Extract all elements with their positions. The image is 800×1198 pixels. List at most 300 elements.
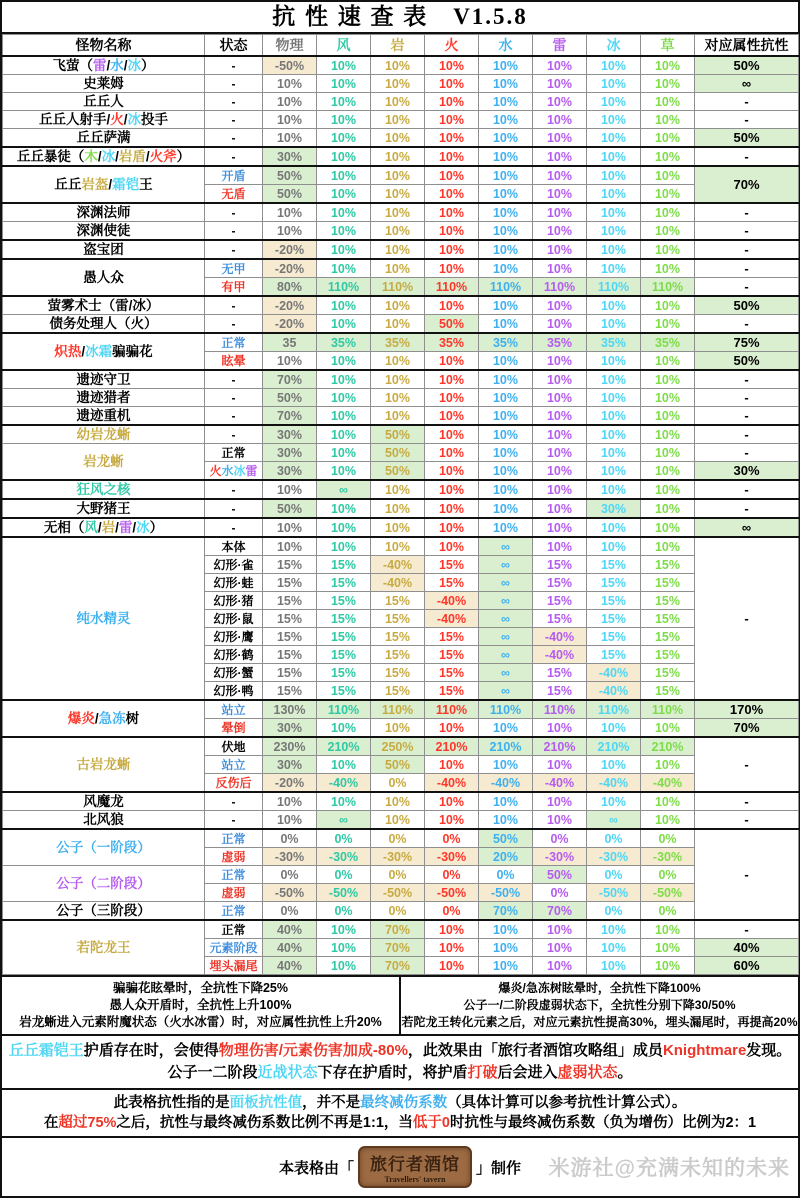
value-cell: 50% bbox=[371, 425, 425, 444]
monster-name bbox=[3, 902, 205, 921]
resist-cell: - bbox=[695, 93, 799, 111]
value-cell: 10% bbox=[533, 518, 587, 537]
value-cell: 10% bbox=[587, 957, 641, 975]
value-cell: 15% bbox=[425, 682, 479, 701]
status-cell bbox=[205, 574, 263, 592]
resist-cell: - bbox=[695, 920, 799, 939]
value-cell: 10% bbox=[425, 222, 479, 241]
text-segment: - bbox=[231, 501, 236, 516]
value-cell: 50% bbox=[263, 499, 317, 518]
value-cell: 15% bbox=[371, 628, 425, 646]
value-cell: -20% bbox=[263, 240, 317, 259]
text-segment: 若陀龙王 bbox=[76, 939, 131, 955]
value-cell: -30% bbox=[317, 848, 371, 866]
monster-name bbox=[3, 259, 205, 296]
value-cell: 10% bbox=[371, 222, 425, 241]
text-segment: 发现。 bbox=[746, 1042, 792, 1059]
value-cell: 10% bbox=[479, 240, 533, 259]
text-segment: 护盾存在时，会使得 bbox=[83, 1042, 219, 1059]
value-cell: -40% bbox=[533, 774, 587, 793]
text-segment: 风魔龙 bbox=[83, 793, 124, 809]
value-cell: 10% bbox=[587, 166, 641, 185]
text-segment: 岩龙蜥 bbox=[83, 453, 124, 469]
value-cell: 70% bbox=[371, 957, 425, 975]
value-cell: -50% bbox=[263, 884, 317, 902]
value-cell: 15% bbox=[317, 610, 371, 628]
value-cell: 35% bbox=[317, 333, 371, 352]
text-segment: 霜铠 bbox=[112, 176, 140, 192]
value-cell: 10% bbox=[587, 147, 641, 166]
value-cell: 110% bbox=[533, 278, 587, 297]
value-cell: 10% bbox=[641, 480, 695, 499]
text-segment: 冰 bbox=[233, 463, 246, 478]
value-cell: 30% bbox=[263, 756, 317, 774]
text-segment: 无相（ bbox=[43, 519, 85, 535]
monster-name bbox=[3, 56, 205, 75]
value-cell: 10% bbox=[425, 444, 479, 462]
value-cell: 50% bbox=[263, 185, 317, 204]
resist-cell: - bbox=[695, 203, 799, 222]
value-cell: 10% bbox=[533, 111, 587, 129]
value-cell: 10% bbox=[425, 756, 479, 774]
table-row bbox=[3, 259, 799, 278]
status-cell bbox=[205, 259, 263, 278]
status-cell bbox=[205, 592, 263, 610]
text-segment: 公子（一阶段） bbox=[56, 839, 151, 855]
text-segment: ） bbox=[176, 148, 191, 164]
value-cell: 50% bbox=[263, 389, 317, 407]
status-cell bbox=[205, 370, 263, 389]
value-cell: 10% bbox=[317, 93, 371, 111]
text-segment: 虚弱 bbox=[221, 885, 246, 900]
value-cell: 10% bbox=[371, 203, 425, 222]
status-cell bbox=[205, 756, 263, 774]
value-cell: 10% bbox=[533, 480, 587, 499]
value-cell: 10% bbox=[479, 93, 533, 111]
text-segment: 正常 bbox=[221, 831, 246, 846]
value-cell: 10% bbox=[641, 56, 695, 75]
value-cell: 30% bbox=[263, 425, 317, 444]
text-segment: 晕倒 bbox=[221, 720, 246, 735]
monster-name bbox=[3, 147, 205, 166]
value-cell: 10% bbox=[371, 147, 425, 166]
value-cell: 0% bbox=[425, 902, 479, 921]
value-cell: 10% bbox=[533, 222, 587, 241]
value-cell: 10% bbox=[587, 370, 641, 389]
text-segment: 虚弱 bbox=[221, 849, 246, 864]
value-cell: 10% bbox=[479, 129, 533, 148]
value-cell: 10% bbox=[641, 407, 695, 426]
value-cell: 10% bbox=[371, 129, 425, 148]
value-cell: 250% bbox=[371, 737, 425, 756]
text-segment: 盗宝团 bbox=[83, 241, 124, 257]
value-cell: 10% bbox=[533, 352, 587, 371]
text-segment: / bbox=[108, 176, 113, 192]
text-segment: 水 bbox=[110, 57, 124, 73]
text-segment: - bbox=[231, 482, 236, 497]
value-cell: 110% bbox=[317, 278, 371, 297]
value-cell: 10% bbox=[641, 296, 695, 315]
status-cell bbox=[205, 315, 263, 334]
table-row bbox=[3, 480, 799, 499]
value-cell: 10% bbox=[425, 462, 479, 481]
text-segment: - bbox=[231, 316, 236, 331]
resist-cell: - bbox=[695, 444, 799, 462]
column-header: 雷 bbox=[533, 35, 587, 57]
value-cell: 40% bbox=[263, 939, 317, 957]
value-cell: -20% bbox=[263, 315, 317, 334]
value-cell: 10% bbox=[479, 75, 533, 93]
resist-cell: - bbox=[695, 499, 799, 518]
status-cell bbox=[205, 111, 263, 129]
value-cell: 0% bbox=[371, 829, 425, 848]
logo-text-cn: 旅行者酒馆 bbox=[370, 1155, 460, 1174]
value-cell: -40% bbox=[533, 646, 587, 664]
text-segment: 此表格抗性指的是 bbox=[113, 1095, 230, 1111]
value-cell: 110% bbox=[587, 278, 641, 297]
value-cell: 10% bbox=[317, 370, 371, 389]
value-cell: 35 bbox=[263, 333, 317, 352]
resist-cell: - bbox=[695, 829, 799, 920]
value-cell: 10% bbox=[587, 920, 641, 939]
value-cell: 10% bbox=[263, 75, 317, 93]
value-cell: 10% bbox=[533, 939, 587, 957]
value-cell: 10% bbox=[371, 56, 425, 75]
status-cell bbox=[205, 278, 263, 297]
resist-cell: 50% bbox=[695, 296, 799, 315]
value-cell: 15% bbox=[263, 628, 317, 646]
text-segment: 雷 bbox=[118, 519, 133, 535]
value-cell: 10% bbox=[371, 370, 425, 389]
value-cell: 10% bbox=[317, 75, 371, 93]
value-cell: 210% bbox=[317, 737, 371, 756]
monster-name bbox=[3, 444, 205, 481]
table-row bbox=[3, 129, 799, 148]
text-segment: 北风狼 bbox=[83, 811, 124, 827]
text-segment: 飞萤（ bbox=[52, 57, 93, 73]
value-cell: 10% bbox=[263, 93, 317, 111]
value-cell: -50% bbox=[317, 884, 371, 902]
text-segment: / bbox=[145, 148, 150, 164]
value-cell: 10% bbox=[371, 537, 425, 556]
value-cell: 10% bbox=[317, 203, 371, 222]
table-row bbox=[3, 93, 799, 111]
value-cell: 10% bbox=[641, 315, 695, 334]
value-cell: 10% bbox=[371, 811, 425, 830]
value-cell: -30% bbox=[425, 848, 479, 866]
resist-cell: 75% bbox=[695, 333, 799, 352]
resist-cell: - bbox=[695, 147, 799, 166]
value-cell: 10% bbox=[641, 719, 695, 738]
value-cell: 10% bbox=[587, 93, 641, 111]
value-cell: 10% bbox=[425, 518, 479, 537]
monster-name bbox=[3, 203, 205, 222]
note-line: 爆炎/急冻树眩晕时，全抗性下降100% bbox=[498, 981, 701, 995]
text-segment: 冰 bbox=[127, 111, 142, 127]
watermark: 米游社@充满未知的未来 bbox=[548, 1157, 790, 1180]
value-cell: 10% bbox=[425, 499, 479, 518]
value-cell: ∞ bbox=[479, 628, 533, 646]
value-cell: 70% bbox=[371, 939, 425, 957]
value-cell: 50% bbox=[263, 166, 317, 185]
resist-cell: - bbox=[695, 370, 799, 389]
value-cell: 10% bbox=[641, 444, 695, 462]
value-cell: 10% bbox=[263, 480, 317, 499]
text-segment: - bbox=[231, 223, 236, 238]
value-cell: -50% bbox=[425, 884, 479, 902]
value-cell: -40% bbox=[641, 774, 695, 793]
value-cell: 10% bbox=[479, 499, 533, 518]
value-cell: 10% bbox=[587, 792, 641, 811]
monster-name bbox=[3, 866, 205, 902]
text-segment: 幻形·雀 bbox=[213, 557, 254, 572]
value-cell: ∞ bbox=[587, 811, 641, 830]
value-cell: 10% bbox=[533, 56, 587, 75]
value-cell: 15% bbox=[317, 682, 371, 701]
value-cell: 10% bbox=[371, 499, 425, 518]
text-segment: 投手 bbox=[141, 111, 169, 127]
credit-prefix: 本表格由「 bbox=[278, 1159, 354, 1177]
text-segment: 丘丘暴徒（ bbox=[16, 148, 85, 164]
value-cell: 0% bbox=[263, 866, 317, 884]
value-cell: 15% bbox=[533, 664, 587, 682]
resist-cell: 30% bbox=[695, 462, 799, 481]
value-cell: 10% bbox=[533, 389, 587, 407]
value-cell: 10% bbox=[425, 719, 479, 738]
monster-name bbox=[3, 240, 205, 259]
monster-name bbox=[3, 389, 205, 407]
text-segment: 低于0 bbox=[412, 1115, 450, 1131]
text-segment: 深渊使徒 bbox=[76, 222, 131, 238]
resist-cell: 170% bbox=[695, 700, 799, 719]
value-cell: 10% bbox=[641, 756, 695, 774]
value-cell: 30% bbox=[263, 719, 317, 738]
text-segment: ） bbox=[141, 57, 155, 73]
value-cell: 0% bbox=[641, 829, 695, 848]
value-cell: -40% bbox=[533, 628, 587, 646]
text-segment: 丘丘人射手/ bbox=[38, 111, 111, 127]
status-cell bbox=[205, 222, 263, 241]
column-header: 风 bbox=[317, 35, 371, 57]
value-cell: 10% bbox=[263, 111, 317, 129]
value-cell: 10% bbox=[371, 259, 425, 278]
value-cell: -30% bbox=[587, 848, 641, 866]
value-cell: ∞ bbox=[479, 574, 533, 592]
value-cell: 15% bbox=[533, 592, 587, 610]
value-cell: 10% bbox=[317, 939, 371, 957]
value-cell: -50% bbox=[641, 884, 695, 902]
value-cell: 15% bbox=[533, 610, 587, 628]
text-segment: / bbox=[123, 57, 128, 73]
value-cell: 10% bbox=[587, 296, 641, 315]
value-cell: 10% bbox=[263, 518, 317, 537]
value-cell: 15% bbox=[641, 610, 695, 628]
value-cell: 10% bbox=[317, 222, 371, 241]
table-row bbox=[3, 222, 799, 241]
value-cell: 10% bbox=[371, 111, 425, 129]
text-segment: - bbox=[231, 242, 236, 257]
text-segment: / bbox=[97, 519, 102, 535]
text-segment: 萤雾术士（雷/冰） bbox=[47, 297, 160, 313]
value-cell: 10% bbox=[263, 203, 317, 222]
status-cell bbox=[205, 480, 263, 499]
header-row bbox=[3, 35, 799, 57]
note-line: 岩龙蜥进入元素附魔状态（火水冰雷）时，对应属性抗性上升20% bbox=[19, 1015, 382, 1029]
text-segment: 物理伤害/元素伤害加成-80% bbox=[218, 1042, 408, 1059]
value-cell: 10% bbox=[587, 756, 641, 774]
value-cell: -40% bbox=[371, 574, 425, 592]
value-cell: 50% bbox=[371, 756, 425, 774]
status-cell bbox=[205, 792, 263, 811]
value-cell: 10% bbox=[533, 499, 587, 518]
text-segment: 纯水精灵 bbox=[76, 610, 131, 626]
value-cell: 10% bbox=[425, 166, 479, 185]
column-header: 冰 bbox=[587, 35, 641, 57]
monster-name bbox=[3, 480, 205, 499]
value-cell: 10% bbox=[317, 185, 371, 204]
value-cell: 10% bbox=[641, 352, 695, 371]
resist-cell: - bbox=[695, 315, 799, 334]
text-segment: - bbox=[231, 112, 236, 127]
value-cell: 10% bbox=[425, 203, 479, 222]
monster-name bbox=[3, 111, 205, 129]
value-cell: 10% bbox=[479, 957, 533, 975]
value-cell: 10% bbox=[533, 462, 587, 481]
status-cell bbox=[205, 333, 263, 352]
value-cell: 35% bbox=[479, 333, 533, 352]
value-cell: 10% bbox=[641, 129, 695, 148]
text-segment: 之后，抗性与最终减伤系数比例不再是1:1，当 bbox=[116, 1115, 413, 1131]
value-cell: 10% bbox=[317, 259, 371, 278]
value-cell: 10% bbox=[587, 185, 641, 204]
value-cell: 10% bbox=[641, 537, 695, 556]
value-cell: 10% bbox=[641, 957, 695, 975]
status-cell bbox=[205, 920, 263, 939]
text-segment: 冰霜 bbox=[85, 343, 113, 359]
resist-cell: - bbox=[695, 537, 799, 700]
value-cell: 10% bbox=[317, 166, 371, 185]
value-cell: 15% bbox=[263, 592, 317, 610]
resist-cell: - bbox=[695, 111, 799, 129]
value-cell: -30% bbox=[533, 848, 587, 866]
text-segment: - bbox=[231, 298, 236, 313]
value-cell: 10% bbox=[641, 792, 695, 811]
value-cell: 10% bbox=[425, 147, 479, 166]
text-segment: 伏地 bbox=[221, 739, 246, 754]
value-cell: 15% bbox=[263, 646, 317, 664]
monster-name bbox=[3, 315, 205, 334]
value-cell: 0% bbox=[263, 902, 317, 921]
value-cell: 15% bbox=[371, 610, 425, 628]
table-row bbox=[3, 518, 799, 537]
value-cell: 10% bbox=[425, 56, 479, 75]
value-cell: ∞ bbox=[317, 480, 371, 499]
note-line: 若陀龙王转化元素之后，对应元素抗性提高30%，埋头漏尾时，再提高20% bbox=[401, 1015, 798, 1029]
resist-cell: - bbox=[695, 425, 799, 444]
value-cell: 10% bbox=[425, 425, 479, 444]
text-segment: - bbox=[231, 130, 236, 145]
table-row bbox=[3, 792, 799, 811]
value-cell: 10% bbox=[425, 370, 479, 389]
value-cell: -40% bbox=[587, 664, 641, 682]
text-segment: 在 bbox=[43, 1115, 59, 1131]
text-segment: - bbox=[231, 520, 236, 535]
text-segment: 丘丘霜铠王 bbox=[8, 1042, 84, 1059]
text-segment: / bbox=[132, 519, 137, 535]
status-cell bbox=[205, 664, 263, 682]
value-cell: -30% bbox=[371, 848, 425, 866]
value-cell: 10% bbox=[263, 792, 317, 811]
resistance-table bbox=[2, 34, 799, 975]
note-line bbox=[2, 1113, 798, 1133]
resist-cell: ∞ bbox=[695, 75, 799, 93]
resist-cell: - bbox=[695, 792, 799, 811]
value-cell: 10% bbox=[641, 425, 695, 444]
text-segment: 急冻 bbox=[98, 710, 126, 726]
status-cell bbox=[205, 518, 263, 537]
value-cell: 70% bbox=[263, 370, 317, 389]
note-line: 愚人众开盾时，全抗性上升100% bbox=[109, 998, 292, 1012]
value-cell: -40% bbox=[479, 774, 533, 793]
value-cell: 15% bbox=[641, 646, 695, 664]
table-row bbox=[3, 203, 799, 222]
value-cell: 10% bbox=[317, 719, 371, 738]
resist-cell: - bbox=[695, 811, 799, 830]
value-cell: 110% bbox=[425, 700, 479, 719]
note-line bbox=[2, 1062, 798, 1084]
value-cell: 35% bbox=[425, 333, 479, 352]
value-cell: 10% bbox=[263, 129, 317, 148]
value-cell: -40% bbox=[425, 592, 479, 610]
value-cell: 10% bbox=[371, 792, 425, 811]
value-cell: 10% bbox=[533, 444, 587, 462]
monster-name bbox=[3, 222, 205, 241]
text-segment: 正常 bbox=[221, 335, 246, 350]
value-cell: 15% bbox=[425, 646, 479, 664]
value-cell: -40% bbox=[587, 682, 641, 701]
value-cell: 10% bbox=[641, 93, 695, 111]
value-cell: 10% bbox=[641, 389, 695, 407]
status-cell bbox=[205, 700, 263, 719]
text-segment: 正常 bbox=[221, 867, 246, 882]
value-cell: 15% bbox=[587, 574, 641, 592]
value-cell: 10% bbox=[371, 407, 425, 426]
resist-cell: - bbox=[695, 407, 799, 426]
value-cell: 15% bbox=[263, 682, 317, 701]
value-cell: 10% bbox=[479, 811, 533, 830]
value-cell: 15% bbox=[425, 574, 479, 592]
text-segment: 公子一二阶段 bbox=[167, 1064, 258, 1081]
value-cell: 10% bbox=[587, 518, 641, 537]
value-cell: 10% bbox=[371, 480, 425, 499]
value-cell: 15% bbox=[371, 592, 425, 610]
value-cell: 0% bbox=[371, 774, 425, 793]
value-cell: 15% bbox=[371, 664, 425, 682]
value-cell: 10% bbox=[317, 444, 371, 462]
status-cell bbox=[205, 866, 263, 884]
text-segment: - bbox=[231, 408, 236, 423]
value-cell: 10% bbox=[479, 756, 533, 774]
value-cell: -40% bbox=[317, 774, 371, 793]
text-segment: 爆炎 bbox=[67, 710, 95, 726]
value-cell: 10% bbox=[479, 222, 533, 241]
monster-name bbox=[3, 829, 205, 866]
value-cell: 130% bbox=[263, 700, 317, 719]
value-cell: 70% bbox=[479, 902, 533, 921]
value-cell: 10% bbox=[371, 185, 425, 204]
value-cell: 10% bbox=[587, 259, 641, 278]
status-cell bbox=[205, 848, 263, 866]
